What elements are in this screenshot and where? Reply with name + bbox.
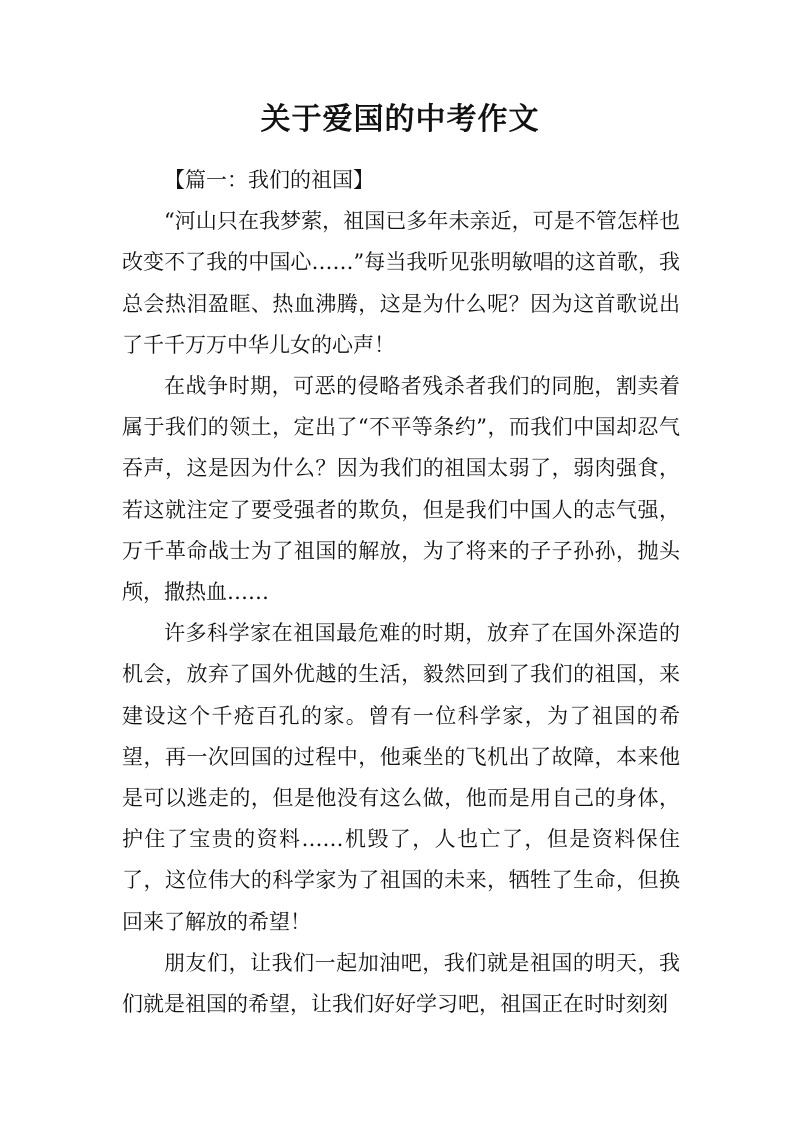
paragraph-2: 在战争时期，可恶的侵略者残杀者我们的同胞，割卖着属于我们的领土，定出了“不平等条约”，而我们中国却忍气吞声，这是因为什么？因为我们的祖国太弱了，弱肉强食，若这就注定了要受强者的欺负，但是我们中国人的志气强，万千革命战士为了祖国的解放，为了将来的子子孙孙，抛头颅，撒热血…… [122, 374, 680, 605]
section-heading: 【篇一：我们的祖国】 [164, 168, 374, 192]
paragraph-3: 许多科学家在祖国最危难的时期，放弃了在国外深造的机会，放弃了国外优越的生活，毅然回到了我们的祖国，来建设这个千疮百孔的家。曾有一位科学家，为了祖国的希望，再一次回国的过程中，他乘坐的飞机出了故障，本来他是可以逃走的，但是他没有这么做，他而是用自己的身体，护住了宝贵的资料……机毁了，人也亡了，但是资料保住了，这位伟大的科学家为了祖国的未来，牺牲了生命，但换回来了解放的希望！ [122, 621, 680, 934]
paragraph-1: “河山只在我梦萦，祖国已多年未亲近，可是不管怎样也改变不了我的中国心……”每当我听见张明敏唱的这首歌，我总会热泪盈眶、热血沸腾，这是为什么呢？因为这首歌说出了千千万万中华儿女的心声！ [122, 209, 680, 357]
paragraph-4: 朋友们，让我们一起加油吧，我们就是祖国的明天，我们就是祖国的希望，让我们好好学习吧，祖国正在时时刻刻 [122, 950, 680, 1017]
document-title: 关于爱国的中考作文 [260, 102, 540, 137]
document-body [122, 160, 680, 1025]
